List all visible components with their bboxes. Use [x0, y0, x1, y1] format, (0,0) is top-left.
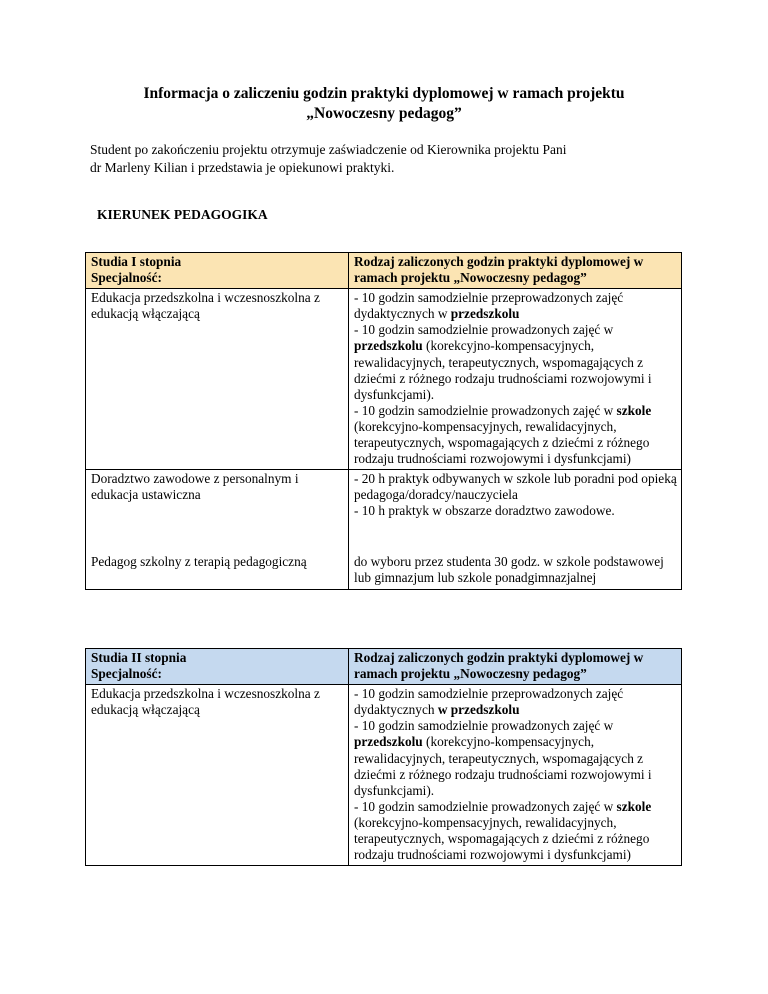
hours-item-2-text: - 10 godzin samodzielnie prowadzonych zajęć w [354, 322, 614, 338]
intro-line-1: Student po zakończeniu projektu otrzymuje zaświadczenie od Kierownika projektu Pani [90, 142, 567, 157]
intro-line-2: dr Marleny Kilian i przedstawia je opiekunowi praktyki. [90, 160, 395, 175]
specialty-label: Specjalność: [91, 666, 162, 682]
specialty-cell: Edukacja przedszkolna i wczesnoszkolna z edukacją włączającą [86, 289, 349, 470]
header-specialty-cell [86, 649, 349, 685]
hours-item-1-bold: w przedszkolu [437, 702, 520, 718]
table-second-degree [85, 648, 682, 866]
hours-item-1-text: - 10 godzin samodzielnie przeprowadzonych zajęć dydaktycznych w [354, 290, 624, 322]
table-spacer-row [86, 522, 682, 553]
specialty-cell: Edukacja przedszkolna i wczesnoszkolna z edukacją włączającą [86, 685, 349, 866]
table-header-row [86, 253, 682, 289]
hours-cell [349, 289, 682, 470]
study-level: Studia II stopnia [91, 650, 187, 665]
hours-cell [349, 685, 682, 866]
hours-item-2-text: - 10 godzin samodzielnie prowadzonych zajęć w [354, 718, 614, 734]
header-hours-title: Rodzaj zaliczonych godzin praktyki dyplomowej w ramach projektu „Nowoczesny pedagog” [349, 253, 682, 289]
hours-item-3-bold: szkole [616, 402, 652, 418]
hours-cell [349, 470, 682, 522]
hours-item-1-bold: przedszkolu [450, 306, 520, 322]
hours-item-3-text: - 10 godzin samodzielnie prowadzonych zajęć w [354, 402, 617, 418]
hours-item-3-bold: szkole [616, 798, 652, 814]
hours-item-1-text: - 10 godzin samodzielnie przeprowadzonych zajęć dydaktycznych [354, 686, 624, 718]
title-line-1: Informacja o zaliczeniu godzin praktyki dyplomowej w ramach projektu [143, 85, 625, 102]
table-row [86, 470, 682, 522]
hours-line-2: - 10 h praktyk w obszarze doradztwo zawodowe. [354, 503, 615, 519]
study-level: Studia I stopnia [91, 254, 182, 269]
specialty-label: Specjalność: [91, 270, 162, 286]
document-title [80, 84, 688, 124]
section-heading: KIERUNEK PEDAGOGIKA [97, 207, 268, 222]
title-line-2: „Nowoczesny pedagog” [306, 105, 462, 122]
specialty-cell: Doradztwo zawodowe z personalnym i edukacja ustawiczna [86, 470, 349, 522]
specialty-cell: Pedagog szkolny z terapią pedagogiczną [86, 553, 349, 590]
hours-item-2-bold: przedszkolu [354, 338, 423, 354]
hours-item-2-bold: przedszkolu [354, 734, 423, 750]
table-row [86, 685, 682, 866]
hours-item-2-rest: (korekcyjno-kompensacyjnych, rewalidacyjnych, terapeutycznych, wspomagających z dziećmi z różnego rodzaju trudnościami rozwojowymi i dysfunkcjami). [354, 734, 652, 798]
hours-item-3-rest: (korekcyjno-kompensacyjnych, rewalidacyjnych, terapeutycznych, wspomagających z dziećmi z różnego rodzaju trudnościami rozwojowymi i dysfunkcjami) [354, 814, 650, 863]
intro-paragraph [90, 141, 690, 177]
table-first-degree [85, 252, 682, 590]
header-hours-title: Rodzaj zaliczonych godzin praktyki dyplomowej w ramach projektu „Nowoczesny pedagog” [349, 649, 682, 685]
hours-item-2-rest: (korekcyjno-kompensacyjnych, rewalidacyjnych, terapeutycznych, wspomagających z dziećmi z różnego rodzaju trudnościami rozwojowymi i dysfunkcjami). [354, 338, 652, 402]
hours-item-3-rest: (korekcyjno-kompensacyjnych, rewalidacyjnych, terapeutycznych, wspomagających z dziećmi z różnego rodzaju trudnościami rozwojowymi i dysfunkcjami) [354, 418, 650, 467]
hours-item-3-text: - 10 godzin samodzielnie prowadzonych zajęć w [354, 798, 617, 814]
table-row [86, 553, 682, 590]
hours-line-1: - 20 h praktyk odbywanych w szkole lub poradni pod opieką pedagoga/doradcy/nauczyciela [354, 471, 677, 503]
table-row [86, 289, 682, 470]
hours-cell: do wyboru przez studenta 30 godz. w szkole podstawowej lub gimnazjum lub szkole ponadgimnazjalnej [349, 553, 682, 590]
table-header-row [86, 649, 682, 685]
header-specialty-cell [86, 253, 349, 289]
